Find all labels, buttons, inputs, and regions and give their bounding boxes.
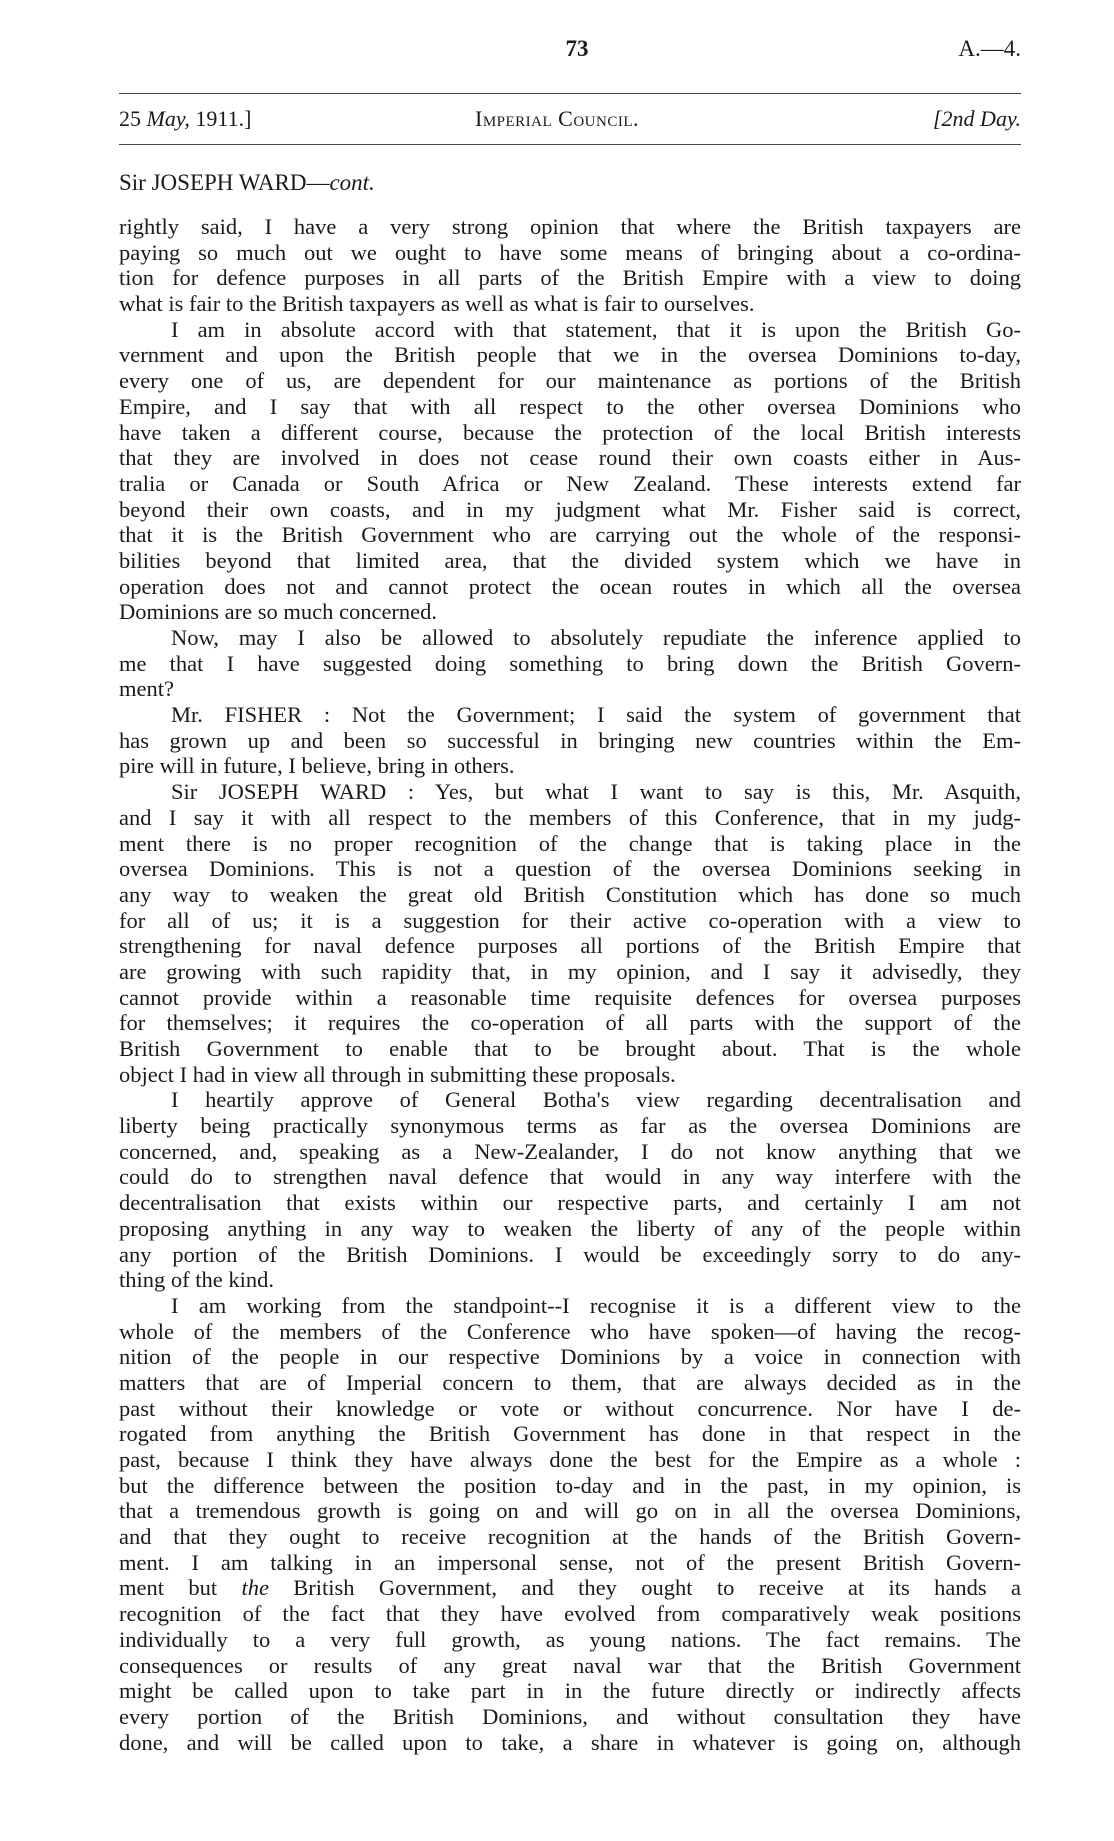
text-line: tralia or Canada or South Africa or New Zealand. These interests extend far <box>119 470 1021 496</box>
text-line: British Government to enable that to be brought about. That is the whole <box>119 1036 1021 1061</box>
text-line: Empire, and I say that with all respect to the other oversea Dominions who <box>119 393 1021 419</box>
paragraph <box>119 1087 1021 1293</box>
speaker-heading <box>119 170 375 196</box>
text-line: for themselves; it requires the co-operation of all parts with the support of the <box>119 1010 1021 1036</box>
text-line: bilities beyond that limited area, that the divided system which we have in <box>119 547 1021 573</box>
text-line: operation does not and cannot protect the ocean routes in which all the oversea <box>119 573 1021 599</box>
text-line: any portion of the British Dominions. I would be exceedingly sorry to do any- <box>119 1241 1021 1267</box>
text-line: rogated from anything the British Government has done in that respect in the <box>119 1421 1021 1447</box>
text-line: proposing anything in any way to weaken the liberty of any of the people within <box>119 1215 1021 1241</box>
text-line: beyond their own coasts, and in my judgment what Mr. Fisher said is correct, <box>119 496 1021 522</box>
text-line: ment? <box>119 676 174 702</box>
text-line: are growing with such rapidity that, in my opinion, and I say it advisedly, they <box>119 958 1021 984</box>
paragraph <box>119 625 1021 702</box>
paragraph <box>119 1293 1021 1755</box>
text-line: that a tremendous growth is going on and will go on in all the oversea Dominions, <box>119 1498 1021 1524</box>
speaker-cont: cont. <box>329 170 375 195</box>
text-line: recognition of the fact that they have evolved from comparatively weak positions <box>119 1601 1021 1627</box>
date-month: May, <box>146 106 190 131</box>
text-line: might be called upon to take part in in the future directly or indirectly affects <box>119 1678 1021 1704</box>
header-rule-bottom <box>119 144 1021 145</box>
text-line: ment. I am talking in an impersonal sense, not of the present British Govern- <box>119 1549 1021 1575</box>
text-line: Mr. FISHER : Not the Government; I said the system of government that <box>171 702 1021 728</box>
speaker-name: Sir JOSEPH WARD— <box>119 170 330 195</box>
text-line: I am working from the standpoint--I recognise it is a different view to the <box>171 1292 1021 1318</box>
header-day: [2nd Day. <box>933 106 1021 131</box>
date-day: 25 <box>119 106 147 131</box>
text-line: tion for defence purposes in all parts of the British Empire with a view to doing <box>119 265 1021 291</box>
text-line: vernment and upon the British people that we in the oversea Dominions to-day, <box>119 342 1021 368</box>
text-line: paying so much out we ought to have some means of bringing about a co-ordina- <box>119 239 1021 265</box>
paragraph <box>119 702 1021 779</box>
text-line: Sir JOSEPH WARD : Yes, but what I want to say is this, Mr. Asquith, <box>171 779 1021 805</box>
text-line <box>119 1575 1021 1601</box>
text-line: matters that are of Imperial concern to them, that are always decided as in the <box>119 1369 1021 1395</box>
paragraph <box>119 214 1021 317</box>
text-line: decentralisation that exists within our respective parts, and certainly I am not <box>119 1190 1021 1216</box>
text-line: that it is the British Government who are carrying out the whole of the responsi- <box>119 522 1021 548</box>
text-line: cannot provide within a reasonable time requisite defences for oversea purposes <box>119 984 1021 1010</box>
text-line: past without their knowledge or vote or without concurrence. Nor have I de- <box>119 1395 1021 1421</box>
text-line: Now, may I also be allowed to absolutely repudiate the inference applied to <box>171 625 1021 650</box>
text-line: every portion of the British Dominions, and without consultation they have <box>119 1703 1021 1729</box>
running-title: Imperial Council. <box>475 106 639 131</box>
text-line: what is fair to the British taxpayers as well as what is fair to ourselves. <box>119 291 755 317</box>
text-line: me that I have suggested doing something to bring down the British Govern- <box>119 650 1021 676</box>
text-line: I am in absolute accord with that statement, that it is upon the British Go- <box>171 316 1021 342</box>
text-line: concerned, and, speaking as a New-Zealander, I do not know anything that we <box>119 1138 1021 1164</box>
italic-word: the <box>241 1575 269 1601</box>
text-line: and I say it with all respect to the members of this Conference, that in my judg- <box>119 804 1021 830</box>
text-line: every one of us, are dependent for our maintenance as portions of the British <box>119 368 1021 394</box>
text-line: whole of the members of the Conference who have spoken—of having the recog- <box>119 1318 1021 1344</box>
text-line: that they are involved in does not cease round their own coasts either in Aus- <box>119 445 1021 471</box>
text-line: consequences or results of any great naval war that the British Government <box>119 1652 1021 1678</box>
text-line: have taken a different course, because the protection of the local British interests <box>119 419 1021 445</box>
text-line: rightly said, I have a very strong opinion that where the British taxpayers are <box>119 214 1021 239</box>
text-line: for all of us; it is a suggestion for their active co-operation with a view to <box>119 907 1021 933</box>
text-line: Dominions are so much concerned. <box>119 599 438 625</box>
text-line: thing of the kind. <box>119 1267 274 1293</box>
header-date <box>119 106 251 132</box>
text-line: done, and will be called upon to take, a share in whatever is going on, although <box>119 1729 1021 1755</box>
text-line: object I had in view all through in submitting these proposals. <box>119 1061 676 1087</box>
paragraph <box>119 317 1021 625</box>
text-line: pire will in future, I believe, bring in others. <box>119 753 515 779</box>
text-line: nition of the people in our respective Dominions by a voice in connection with <box>119 1344 1021 1370</box>
text-line: and that they ought to receive recognition at the hands of the British Govern- <box>119 1524 1021 1550</box>
text-line: could do to strengthen naval defence that would in any way interfere with the <box>119 1164 1021 1190</box>
body-text <box>119 214 1021 1755</box>
text-line: past, because I think they have always done the best for the Empire as a whole : <box>119 1447 1021 1472</box>
text-line: ment there is no proper recognition of the change that is taking place in the <box>119 830 1021 856</box>
text-line: any way to weaken the great old British Constitution which has done so much <box>119 881 1021 907</box>
document-reference: A.—4. <box>958 36 1021 61</box>
text-line: liberty being practically synonymous terms as far as the oversea Dominions are <box>119 1113 1021 1139</box>
date-year: 1911.] <box>189 106 252 131</box>
text-line: strengthening for naval defence purposes all portions of the British Empire that <box>119 933 1021 959</box>
page-number: 73 <box>565 36 589 61</box>
text-line: oversea Dominions. This is not a question of the oversea Dominions seeking in <box>119 856 1021 882</box>
text-segment: British Government, and they ought to receive at its hands a <box>268 1575 1021 1601</box>
header-rule-top <box>119 93 1021 94</box>
text-line: has grown up and been so successful in bringing new countries within the Em- <box>119 727 1021 753</box>
paragraph <box>119 779 1021 1087</box>
text-segment: ment but <box>119 1575 242 1601</box>
text-line: individually to a very full growth, as young nations. The fact remains. The <box>119 1626 1021 1652</box>
text-line: I heartily approve of General Botha's view regarding decentralisation and <box>171 1087 1021 1113</box>
text-line: but the difference between the position to-day and in the past, in my opinion, is <box>119 1472 1021 1498</box>
